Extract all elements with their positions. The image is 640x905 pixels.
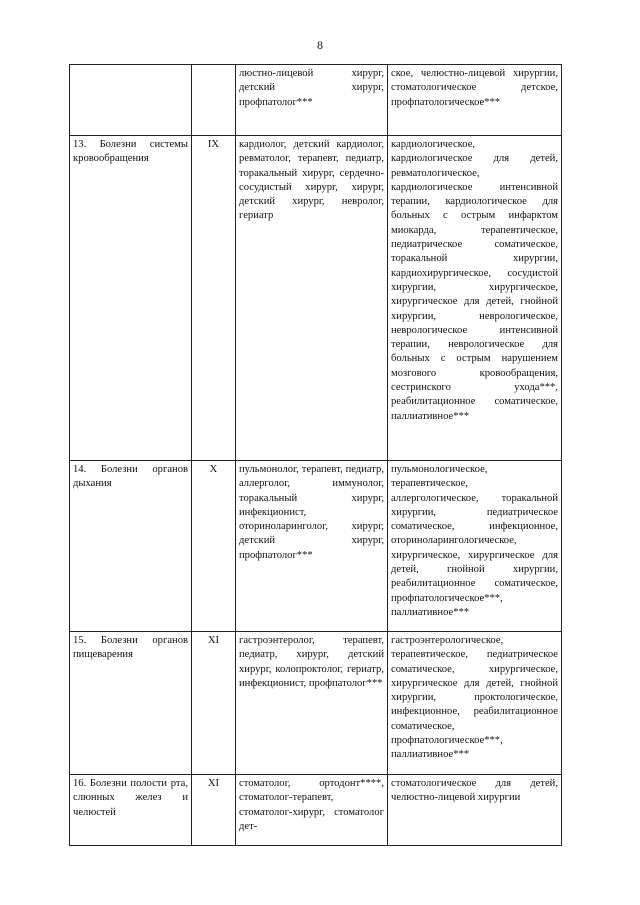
specialists-cell: гастроэнтеролог, терапевт, педиатр, хирург, детский хирург, колопроктолог, гериатр, инфекционист, профпатолог***: [236, 632, 388, 775]
specialists-cell: кардиолог, детский кардиолог, ревматолог, терапевт, педиатр, торакальный хирург, сердечно-сосудистый хирург, хирург, детский хирург, невролог, гериатр: [236, 136, 388, 461]
department-profiles-cell: пульмонологическое, терапевтическое, аллергологическое, торакальной хирургии, педиатрическое соматическое, инфекционное, оториноларингологическое, хирургическое, хирургическое для детей, гнойной хирургии, реабилитационное соматическое, профпатологическое***, паллиативное***: [388, 461, 562, 632]
disease-group-cell: 15. Болезни органов пищеварения: [70, 632, 192, 775]
page-number: 8: [317, 38, 323, 52]
table-row: [70, 632, 562, 775]
specialists-cell: люстно-лицевой хирург, детский хирург, профпатолог***: [236, 65, 388, 136]
department-profiles-cell: ское, челюстно-лицевой хирургии, стоматологическое детское, профпатологическое***: [388, 65, 562, 136]
table-row: [70, 461, 562, 632]
department-profiles-cell: гастроэнтерологическое, терапевтическое, педиатрическое соматическое, хирургическое, хирургическое для детей, гнойной хирургии, проктологическое, инфекционное, реабилитационное соматическое, профпатологическое***, паллиативное***: [388, 632, 562, 775]
specialists-cell: стоматолог, ортодонт****, стоматолог-терапевт, стоматолог-хирург, стоматолог дет-: [236, 775, 388, 846]
table-row: [70, 775, 562, 846]
icd-class-cell: XI: [192, 775, 236, 846]
disease-group-cell: [70, 65, 192, 136]
icd-class-cell: XI: [192, 632, 236, 775]
medical-profile-table: [69, 64, 562, 846]
table-row: [70, 136, 562, 461]
department-profiles-cell: стоматологическое для детей, челюстно-лицевой хирургии: [388, 775, 562, 846]
department-profiles-cell: кардиологическое, кардиологическое для детей, ревматологическое, кардиологическое интенсивной терапии, кардиологическое для больных с острым инфарктом миокарда, терапевтическое, педиатрическое соматическое, торакальной хирургии, кардиохирургическое, сосудистой хирургии, хирургическое, хирургическое для детей, гнойной хирургии, неврологическое, неврологическое интенсивной терапии, неврологическое для больных с острым нарушением мозгового кровообращения, сестринского ухода***, реабилитационное соматическое, паллиативное***: [388, 136, 562, 461]
disease-group-cell: 16. Болезни полости рта, слюнных желез и челюстей: [70, 775, 192, 846]
icd-class-cell: IX: [192, 136, 236, 461]
disease-group-cell: 13. Болезни системы кровообращения: [70, 136, 192, 461]
specialists-cell: пульмонолог, терапевт, педиатр, аллерголог, иммунолог, торакальный хирург, инфекционист, оториноларинголог, хирург, детский хирург, профпатолог***: [236, 461, 388, 632]
disease-group-cell: 14. Болезни органов дыхания: [70, 461, 192, 632]
icd-class-cell: X: [192, 461, 236, 632]
table-row: [70, 65, 562, 136]
icd-class-cell: [192, 65, 236, 136]
